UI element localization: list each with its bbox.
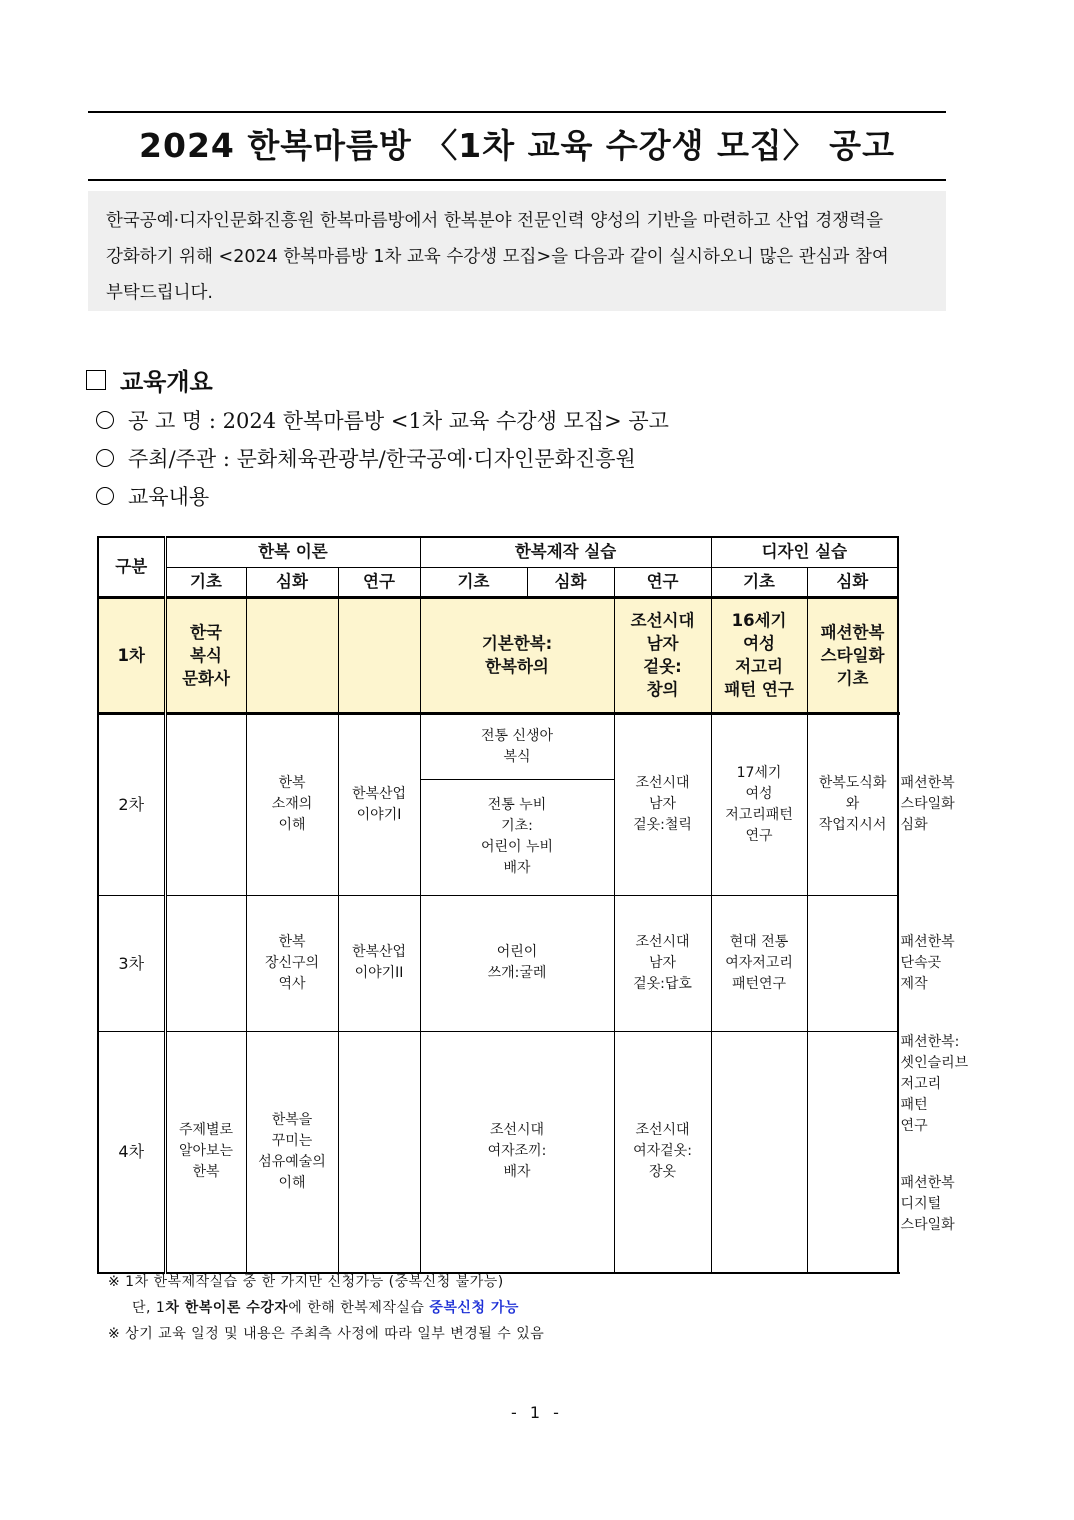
cell-r2-theory-research: 한복산업 이야기I [338,713,420,895]
overview-item-title: 공 고 명 : 2024 한복마름방 <1차 교육 수강생 모집> 공고 [96,405,669,435]
cell-r2-making-advanced: 조선시대 남자 겉옷:철릭 [614,713,711,895]
cell-r4-making-basic: 조선시대 여자조끼: 배자 [420,1031,614,1273]
circle-bullet-icon [96,411,114,429]
header-corner: 구분 [98,537,165,597]
subheader-design-advanced: 심화 [807,567,898,597]
cell-r3-theory-advanced: 한복 장신구의 역사 [246,895,338,1031]
subheader-design-basic: 기초 [711,567,807,597]
page-number: - 1 - [511,1403,563,1422]
row-label-4: 4차 [98,1031,165,1273]
cell-r1-making-advanced: 조선시대 남자 겉옷: 창의 [614,597,711,713]
cell-r1-making-basic: 기본한복: 한복하의 [420,597,614,713]
circle-bullet-icon [96,487,114,505]
header-group-making: 한복제작 실습 [420,537,711,567]
intro-paragraph: 한국공예·디자인문화진흥원 한복마름방에서 한복분야 전문인력 양성의 기반을 마련하고 산업 경쟁력을 강화하기 위해 <2024 한복마름방 1차 교육 수강생 모집>을 다음과 같이 실시하오니 많은 관심과 참여 부탁드립니다. [88,191,946,311]
cell-r3-theory-research: 한복산업 이야기II [338,895,420,1031]
subheader-theory-research: 연구 [338,567,420,597]
cell-r2-theory-basic [165,713,246,895]
cell-r1-theory-advanced [246,597,338,713]
note-bold-theory: 차 한복이론 수강자 [165,1300,289,1316]
cell-r4-making-research [711,1031,807,1273]
cell-r1-making-research: 16세기 여성 저고리 패턴 연구 [711,597,807,713]
subheader-theory-advanced: 심화 [246,567,338,597]
subheader-theory-basic: 기초 [165,567,246,597]
curriculum-table: 구분 한복 이론 한복제작 실습 디자인 실습 기초 심화 연구 기초 심화 연구 기초 심화 1차 한국 복식 문화사 기본한복: 한복하의 조선시대 남자 겉옷: 창의 16세기 여성 저고리 패턴 연구 패션한복 스타일화 기초 2차 한복 소재의 이해 한복산업 이야기I 전통 신생아 복식 조선시대 남자 겉옷:철릭 17세기 여성 저고리패턴 연구 한복도식화 와 작업지시서 패션한복 스타일화 심화 전통 누비 기초: 어린이 누비 배자 3차 한복 장신구의 역사 한복산업 이야기II 어린이 쓰개:굴레 조선시대 남자 겉옷:답호 현대 전통 여자저고리 패턴연구 패션한복 단속곳 제작 4차 주제별로 알아보는 한복 한복을 꾸미는 섬유예술의 이해 조선시대 여자조끼: 배자 조선시대 여자겉옷: 장옷 패션한복: 셋인슬리브 저고리 패턴 연구 패션한복 디지털 스타일화 [97,536,899,1274]
cell-r3-making-advanced: 조선시대 남자 겉옷:답호 [614,895,711,1031]
note-schedule-change: ※ 상기 교육 일정 및 내용은 주최측 사정에 따라 일부 변경될 수 있음 [108,1326,545,1342]
cell-r2-theory-advanced: 한복 소재의 이해 [246,713,338,895]
cell-r3-making-research: 현대 전통 여자저고리 패턴연구 [711,895,807,1031]
overview-item-organizer: 주최/주관 : 문화체육관광부/한국공예·디자인문화진흥원 [96,443,636,473]
overview-item-content: 교육내용 [96,481,209,511]
subheader-making-basic: 기초 [420,567,527,597]
cell-r2-making-basic-b: 전통 누비 기초: 어린이 누비 배자 [420,779,614,895]
cell-r2-design-basic: 한복도식화 와 작업지시서 [807,713,898,895]
cell-r3-making-basic: 어린이 쓰개:굴레 [420,895,614,1031]
cell-r2-making-research: 17세기 여성 저고리패턴 연구 [711,713,807,895]
cell-r4-making-advanced: 조선시대 여자겉옷: 장옷 [614,1031,711,1273]
note-blue-duplicate: 중복신청 가능 [429,1300,519,1316]
page-title: 2024 한복마름방 〈1차 교육 수강생 모집〉 공고 [139,126,895,165]
cell-r2-making-basic-a: 전통 신생아 복식 [420,713,614,779]
section-heading [86,362,213,397]
subheader-making-advanced: 심화 [527,567,614,597]
row-label-1: 1차 [98,597,165,713]
title-top-rule [88,111,946,113]
cell-r4-design-basic [807,1031,898,1273]
row-label-3: 3차 [98,895,165,1031]
cell-r4-theory-basic: 주제별로 알아보는 한복 [165,1031,246,1273]
section-heading-text: 교육개요 [120,368,213,396]
note-single-apply: ※ 1차 한복제작실습 중 한 가지만 신청가능 (중복신청 불가능) [108,1274,504,1290]
subheader-making-research: 연구 [614,567,711,597]
cell-r4-theory-research [338,1031,420,1273]
checkbox-square-icon [86,370,106,390]
title-bottom-rule [88,179,946,181]
cell-r1-theory-research [338,597,420,713]
circle-bullet-icon [96,449,114,467]
cell-r1-design-basic: 패션한복 스타일화 기초 [807,597,898,713]
cell-r4-theory-advanced: 한복을 꾸미는 섬유예술의 이해 [246,1031,338,1273]
header-group-theory: 한복 이론 [165,537,420,567]
cell-r3-theory-basic [165,895,246,1031]
cell-r1-theory-basic: 한국 복식 문화사 [165,597,246,713]
header-group-design: 디자인 실습 [711,537,898,567]
row-label-2: 2차 [98,713,165,895]
cell-r3-design-basic [807,895,898,1031]
note-duplicate-exception: 단, 1차 한복이론 수강자에 한해 한복제작실습 중복신청 가능 [132,1300,519,1316]
